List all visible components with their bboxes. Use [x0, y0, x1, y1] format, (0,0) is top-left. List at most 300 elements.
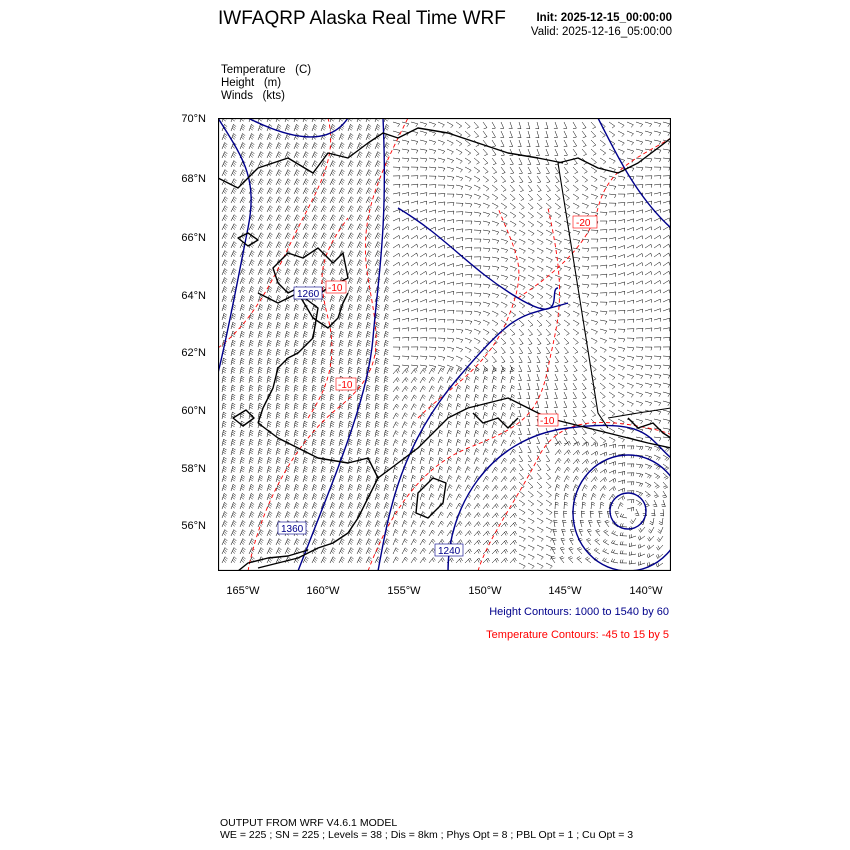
wind-barb-shaft: [447, 237, 454, 239]
wind-barb-feather: [669, 290, 670, 294]
wind-barb-shaft: [429, 421, 431, 428]
wind-barb-feather: [314, 234, 317, 236]
wind-barb-shaft: [411, 318, 418, 320]
wind-barb-feather: [324, 251, 327, 253]
wind-barb-feather: [279, 152, 282, 154]
wind-barb-feather: [223, 434, 226, 436]
wind-barb-feather: [358, 342, 361, 344]
wind-barb-shaft: [375, 143, 378, 150]
wind-barb-shaft: [519, 176, 523, 182]
wind-barb-feather: [668, 150, 670, 153]
wind-barb-shaft: [384, 421, 385, 428]
wind-barb-feather: [314, 199, 317, 201]
wind-barb-feather: [622, 152, 624, 155]
wind-barb-shaft: [474, 122, 479, 127]
wind-barb-shaft: [420, 262, 426, 266]
wind-barb-feather: [422, 397, 425, 399]
wind-barb-feather: [467, 136, 470, 138]
wind-barb-shaft: [231, 233, 234, 239]
wind-barb-shaft: [573, 401, 576, 407]
wind-barb-shaft: [582, 248, 589, 249]
wind-barb-feather: [251, 190, 254, 192]
wind-barb-feather: [349, 360, 352, 362]
wind-barb-feather: [232, 380, 235, 382]
wind-barb-feather: [583, 137, 586, 138]
wind-barb-feather: [241, 367, 244, 369]
wind-barb-feather: [407, 150, 409, 153]
wind-barb-feather: [624, 194, 625, 197]
wind-barb-feather: [574, 434, 577, 435]
wind-barb-feather: [286, 387, 289, 389]
wind-barb-feather: [286, 367, 289, 369]
wind-barb-shaft: [420, 227, 426, 230]
wind-barb-shaft: [492, 185, 498, 189]
wind-barb-feather: [369, 278, 372, 280]
wind-barb-feather: [414, 404, 417, 406]
wind-barb-feather: [286, 423, 289, 425]
wind-barb-shaft: [483, 158, 488, 163]
wind-barb-shaft: [411, 365, 418, 366]
wind-barb-shaft: [312, 215, 315, 221]
wind-barb-feather: [270, 161, 273, 163]
wind-barb-feather: [415, 386, 417, 389]
wind-barb-shaft: [429, 201, 436, 203]
wind-barb-feather: [408, 337, 409, 341]
wind-barb-feather: [633, 338, 634, 341]
wind-barb-feather: [470, 187, 472, 190]
wind-barb-feather: [313, 371, 316, 373]
wind-barb-feather: [503, 376, 506, 378]
wind-barb-feather: [304, 367, 307, 369]
wind-barb-shaft: [231, 242, 234, 248]
wind-barb-shaft: [312, 224, 315, 230]
wind-barb-feather: [349, 236, 352, 238]
wind-barb-feather: [426, 253, 427, 256]
wind-barb-feather: [260, 234, 263, 236]
wind-barb-shaft: [222, 313, 224, 320]
wind-barb-feather: [349, 281, 352, 283]
wind-barb-feather: [385, 128, 388, 130]
wind-barb-shaft: [429, 218, 436, 221]
wind-barb-feather: [494, 376, 497, 378]
wind-barb-shaft: [555, 347, 559, 353]
wind-barb-feather: [269, 304, 272, 306]
wind-barb-feather: [385, 227, 388, 229]
wind-barb-shaft: [393, 201, 400, 203]
wind-barb-feather: [297, 143, 300, 145]
wind-barb-feather: [269, 199, 272, 201]
wind-barb-shaft: [573, 122, 576, 128]
wind-barb-feather: [360, 269, 363, 271]
wind-barb-feather: [296, 270, 299, 272]
wind-barb-feather: [360, 143, 363, 145]
wind-barb-shaft: [357, 295, 359, 302]
wind-barb-feather: [223, 164, 226, 166]
wind-barb-feather: [305, 153, 308, 155]
wind-barb-feather: [250, 403, 253, 405]
wind-barb-feather: [596, 322, 598, 325]
wind-barb-shaft: [645, 244, 651, 248]
wind-barb-shaft: [555, 401, 557, 408]
wind-barb-shaft: [618, 264, 625, 267]
wind-barb-feather: [259, 137, 262, 139]
wind-barb-shaft: [420, 253, 426, 257]
wind-barb-feather: [233, 171, 236, 173]
wind-barb-shaft: [303, 394, 304, 401]
wind-barb-feather: [314, 162, 317, 164]
wind-barb-shaft: [573, 239, 580, 241]
wind-barb-feather: [368, 349, 371, 351]
wind-barb-shaft: [483, 376, 485, 383]
wind-barb-feather: [376, 378, 379, 380]
wind-barb-feather: [261, 206, 264, 208]
wind-barb-feather: [350, 190, 353, 192]
wind-barb-feather: [295, 432, 298, 434]
wind-barb-shaft: [501, 248, 508, 250]
wind-barb-shaft: [663, 149, 670, 150]
wind-barb-feather: [286, 227, 289, 229]
wind-barb-feather: [513, 216, 516, 218]
wind-barb-feather: [288, 260, 291, 262]
wind-barb-feather: [323, 126, 326, 128]
wind-barb-feather: [332, 304, 335, 306]
wind-barb-shaft: [510, 122, 512, 129]
wind-barb-feather: [367, 263, 370, 265]
wind-barb-shaft: [600, 410, 605, 415]
wind-barb-feather: [223, 376, 226, 378]
wind-barb-feather: [269, 144, 272, 146]
wind-barb-feather: [377, 243, 380, 245]
wind-barb-feather: [405, 370, 407, 373]
wind-barb-feather: [564, 380, 567, 381]
wind-barb-feather: [223, 430, 226, 432]
wind-barb-feather: [277, 414, 280, 416]
wind-barb-feather: [587, 231, 589, 234]
wind-barb-shaft: [537, 230, 543, 234]
wind-barb-feather: [546, 164, 550, 165]
wind-barb-feather: [224, 295, 227, 297]
lat-label: 66°N: [181, 232, 206, 244]
wind-barb-feather: [340, 335, 343, 337]
wind-barb-feather: [259, 335, 262, 337]
wind-barb-feather: [224, 208, 227, 210]
wind-barb-shaft: [591, 347, 597, 351]
wind-barb-shaft: [312, 143, 315, 150]
wind-barb-feather: [512, 334, 515, 336]
wind-barb-feather: [324, 188, 327, 190]
wind-barb-shaft: [321, 385, 322, 392]
wind-barb-feather: [340, 414, 343, 416]
wind-barb-feather: [351, 143, 354, 145]
wind-barb-feather: [615, 301, 616, 304]
wind-barb-shaft: [474, 167, 480, 171]
wind-barb-feather: [322, 398, 325, 400]
wind-barb-feather: [270, 260, 273, 262]
wind-barb-shaft: [393, 131, 400, 133]
wind-barb-feather: [349, 351, 352, 353]
wind-barb-shaft: [357, 215, 360, 221]
wind-barb-feather: [340, 263, 343, 265]
wind-barb-feather: [494, 412, 497, 414]
wind-barb-shaft: [501, 412, 503, 419]
wind-barb-feather: [349, 421, 352, 423]
wind-barb-feather: [405, 397, 407, 400]
wind-barb-shaft: [231, 403, 232, 410]
wind-barb-shaft: [258, 215, 261, 221]
wind-barb-shaft: [609, 356, 615, 359]
wind-barb-feather: [443, 348, 445, 351]
wind-barb-feather: [478, 188, 480, 191]
wind-barb-feather: [586, 197, 589, 200]
wind-barb-shaft: [285, 206, 288, 212]
wind-barb-feather: [332, 208, 335, 210]
wind-barb-feather: [377, 153, 380, 155]
wind-barb-shaft: [618, 301, 625, 302]
wind-barb-feather: [537, 173, 541, 174]
wind-barb-shaft: [591, 329, 598, 332]
wind-barb-shaft: [420, 299, 426, 302]
wind-barb-feather: [669, 347, 670, 350]
wind-barb-shaft: [402, 365, 409, 366]
wind-barb-feather: [313, 421, 316, 423]
wind-barb-feather: [277, 403, 280, 405]
wind-barb-feather: [358, 209, 361, 212]
wind-barb-feather: [331, 398, 334, 400]
wind-barb-feather: [313, 425, 316, 427]
wind-barb-feather: [523, 297, 526, 299]
wind-barb-feather: [295, 358, 298, 360]
wind-barb-shaft: [411, 395, 414, 401]
wind-barb-feather: [331, 376, 334, 378]
wind-barb-feather: [550, 260, 552, 263]
wind-barb-feather: [241, 432, 244, 434]
wind-barb-feather: [259, 358, 262, 360]
wind-barb-feather: [368, 180, 371, 182]
wind-barb-shaft: [231, 188, 234, 194]
wind-barb-feather: [593, 127, 596, 128]
wind-barb-feather: [461, 330, 463, 333]
wind-barb-shaft: [366, 286, 368, 293]
wind-barb-shaft: [582, 347, 588, 351]
wind-barb-feather: [251, 217, 254, 219]
wind-barb-feather: [486, 180, 489, 182]
wind-barb-feather: [268, 362, 271, 364]
wind-barb-feather: [304, 405, 307, 407]
wind-barb-feather: [548, 199, 551, 201]
wind-barb-feather: [537, 362, 540, 363]
wind-barb-shaft: [249, 349, 251, 356]
wind-barb-feather: [341, 190, 344, 192]
wind-barb-feather: [250, 333, 253, 335]
wind-barb-shaft: [528, 149, 531, 156]
wind-barb-shaft: [249, 224, 252, 230]
wind-barb-shaft: [303, 358, 304, 365]
wind-barb-feather: [368, 162, 371, 164]
wind-barb-feather: [650, 412, 652, 415]
wind-barb-feather: [297, 206, 300, 208]
wind-barb-feather: [559, 233, 561, 236]
wind-barb-feather: [367, 299, 370, 301]
wind-barb-feather: [510, 173, 513, 174]
wind-barb-feather: [493, 378, 496, 380]
wind-barb-shaft: [384, 358, 385, 365]
wind-barb-feather: [268, 218, 271, 221]
wind-barb-shaft: [663, 290, 669, 293]
wind-barb-shaft: [429, 193, 436, 194]
wind-barb-shaft: [447, 394, 449, 401]
wind-barb-feather: [349, 128, 352, 130]
wind-barb-feather: [279, 233, 282, 235]
wind-barb-feather: [550, 297, 553, 299]
wind-barb-feather: [225, 197, 228, 199]
wind-barb-feather: [423, 379, 425, 382]
wind-barb-feather: [471, 221, 472, 224]
wind-barb-feather: [485, 361, 488, 363]
wind-barb-shaft: [483, 356, 488, 361]
wind-barb-feather: [223, 209, 226, 212]
wind-barb-shaft: [303, 412, 304, 419]
wind-barb-feather: [641, 403, 643, 406]
wind-barb-shaft: [447, 140, 453, 143]
wind-barb-feather: [224, 135, 227, 137]
wind-barb-shaft: [600, 140, 606, 144]
wind-barb-shaft: [600, 158, 606, 162]
wind-barb-feather: [568, 215, 571, 217]
wind-barb-feather: [377, 171, 380, 173]
wind-barb-feather: [386, 199, 389, 201]
wind-barb-feather: [259, 380, 262, 382]
wind-barb-feather: [440, 379, 443, 381]
wind-barb-shaft: [456, 302, 463, 303]
wind-barb-shaft: [375, 152, 378, 158]
wind-barb-feather: [297, 188, 300, 190]
wind-barb-feather: [368, 243, 371, 245]
wind-barb-feather: [443, 168, 445, 171]
wind-barb-feather: [297, 215, 300, 217]
wind-barb-feather: [386, 190, 389, 192]
wind-barb-feather: [279, 179, 282, 181]
wind-barb-shaft: [618, 220, 625, 222]
wind-barb-feather: [466, 414, 469, 416]
wind-barb-shaft: [555, 356, 559, 362]
wind-barb-feather: [385, 281, 388, 283]
wind-barb-shaft: [438, 254, 444, 257]
wind-barb-shaft: [654, 309, 661, 311]
wind-barb-shaft: [330, 179, 333, 185]
wind-barb-shaft: [276, 152, 279, 158]
wind-barb-shaft: [438, 202, 445, 203]
wind-barb-shaft: [654, 140, 661, 142]
wind-barb-feather: [270, 179, 273, 181]
wind-barb-feather: [615, 321, 616, 324]
wind-barb-feather: [223, 394, 226, 396]
wind-barb-feather: [376, 173, 379, 175]
wind-barb-feather: [487, 206, 489, 209]
wind-barb-shaft: [348, 224, 351, 230]
wind-barb-shaft: [420, 290, 426, 293]
wind-barb-feather: [277, 407, 280, 409]
wind-barb-feather: [277, 385, 280, 387]
wind-barb-feather: [358, 362, 361, 364]
wind-barb-shaft: [222, 251, 225, 257]
wind-barb-feather: [332, 124, 335, 126]
wind-barb-feather: [324, 170, 327, 172]
wind-barb-feather: [358, 254, 361, 256]
wind-barb-feather: [260, 304, 263, 306]
wind-barb-shaft: [600, 338, 607, 341]
wind-barb-feather: [660, 176, 661, 179]
wind-barb-feather: [340, 421, 343, 423]
wind-barb-feather: [632, 430, 634, 433]
wind-barb-feather: [313, 263, 316, 265]
wind-barb-shaft: [501, 347, 505, 352]
wind-barb-feather: [351, 134, 354, 136]
wind-barb-shaft: [375, 161, 378, 167]
wind-barb-shaft: [510, 257, 517, 260]
wind-barb-feather: [511, 353, 514, 354]
wind-barb-feather: [225, 242, 228, 244]
wind-barb-shaft: [276, 197, 279, 203]
wind-barb-shaft: [465, 311, 472, 312]
wind-barb-feather: [340, 324, 343, 326]
wind-barb-feather: [502, 362, 505, 363]
wind-barb-feather: [295, 367, 298, 369]
wind-barb-feather: [295, 423, 298, 425]
wind-barb-feather: [331, 191, 334, 193]
wind-barb-shaft: [249, 367, 250, 374]
wind-barb-feather: [324, 269, 327, 271]
wind-barb-feather: [342, 179, 345, 181]
wind-barb-shaft: [537, 320, 542, 325]
wind-barb-shaft: [636, 245, 642, 249]
wind-barb-feather: [278, 234, 281, 236]
wind-barb-feather: [564, 425, 568, 426]
wind-barb-feather: [385, 342, 388, 344]
wind-barb-feather: [277, 362, 280, 364]
wind-barb-feather: [385, 335, 388, 337]
wind-barb-feather: [417, 328, 418, 332]
wind-barb-feather: [296, 279, 299, 281]
wind-barb-feather: [295, 434, 298, 436]
wind-barb-feather: [333, 170, 336, 172]
wind-barb-shaft: [537, 266, 543, 269]
wind-barb-feather: [494, 403, 497, 405]
wind-barb-shaft: [348, 367, 349, 374]
wind-barb-feather: [367, 423, 370, 425]
wind-barb-feather: [332, 180, 335, 182]
wind-barb-shaft: [429, 377, 432, 383]
wind-barb-shaft: [321, 260, 324, 266]
wind-barb-shaft: [456, 220, 463, 221]
wind-barb-feather: [497, 232, 499, 235]
wind-barb-shaft: [258, 260, 261, 266]
wind-barb-feather: [270, 251, 273, 253]
wind-barb-feather: [408, 262, 409, 265]
wind-barb-shaft: [456, 229, 463, 230]
wind-barb-feather: [314, 279, 317, 281]
wind-barb-feather: [367, 333, 370, 335]
wind-barb-feather: [351, 233, 354, 235]
wind-barb-feather: [416, 142, 418, 145]
wind-barb-shaft: [546, 167, 550, 173]
wind-barb-feather: [595, 188, 597, 191]
wind-barb-shaft: [591, 203, 598, 205]
wind-barb-feather: [323, 144, 326, 146]
wind-barb-shaft: [348, 233, 351, 239]
wind-barb-feather: [615, 195, 617, 198]
wind-barb-shaft: [573, 212, 579, 215]
wind-barb-feather: [367, 200, 370, 203]
